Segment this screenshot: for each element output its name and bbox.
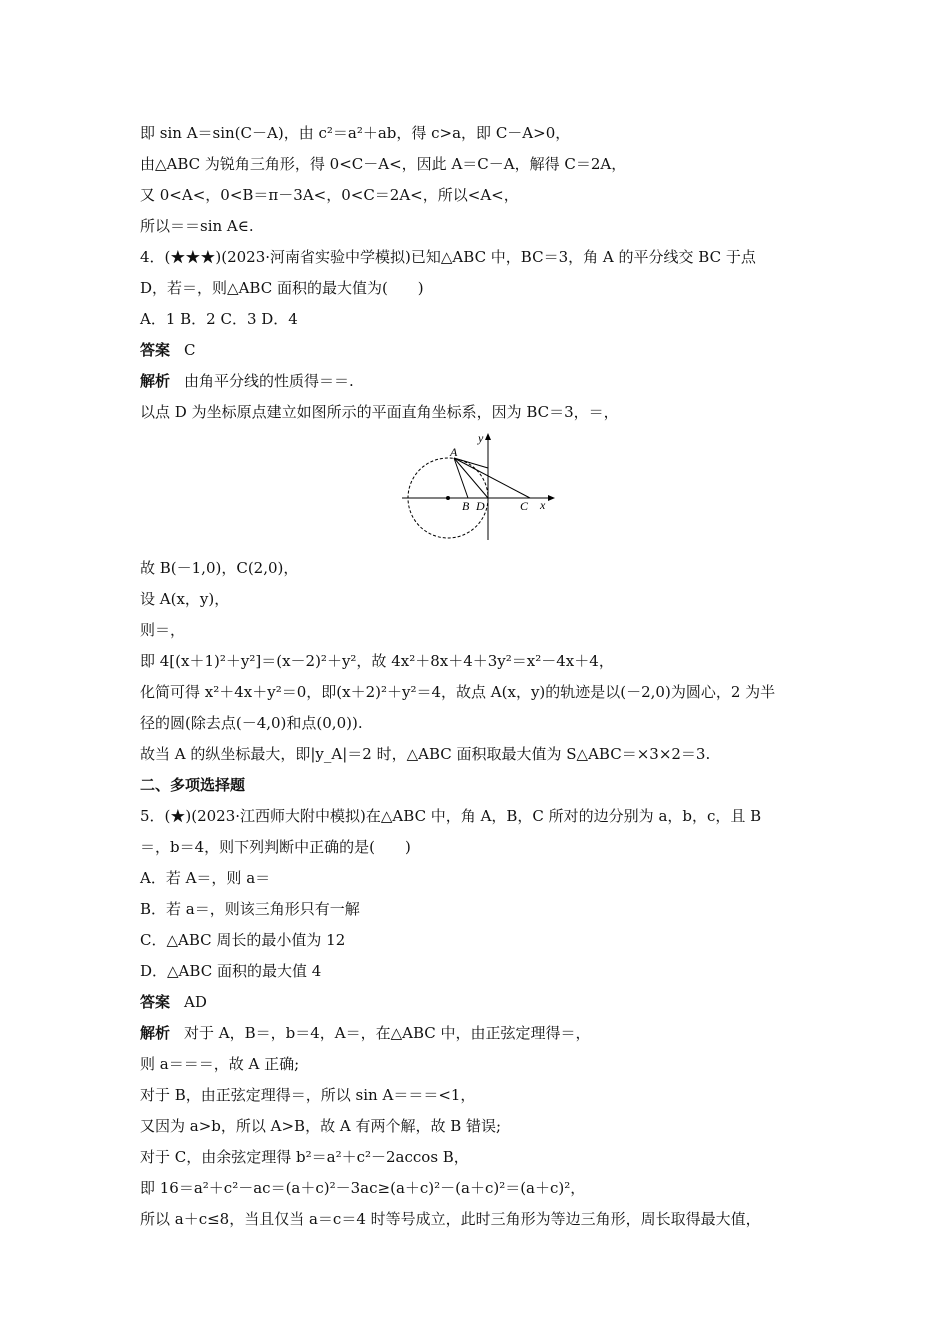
label-y: y: [478, 431, 484, 445]
option-a: A．若 A＝，则 a＝: [140, 869, 271, 887]
text-line: 对于 B，由正弦定理得＝，所以 sin A＝＝＝<1，: [140, 1086, 476, 1104]
answer-value: C: [184, 341, 196, 359]
document-body: [140, 118, 820, 1235]
text-line: 所以＝＝sin A∈.: [140, 217, 254, 235]
question-4-options: A．1 B．2 C．3 D．4: [140, 310, 298, 328]
question-4-answer: [140, 335, 820, 366]
text-line: 即 16＝a²＋c²－ac＝(a＋c)²－3ac≥(a＋c)²－(a＋c)²＝(a＋c)²，: [140, 1179, 586, 1197]
label-d: D: [476, 499, 485, 513]
coordinate-figure: [398, 430, 558, 542]
analysis-text: 对于 A，B＝，b＝4，A＝，在△ABC 中，由正弦定理得＝，: [184, 1024, 591, 1042]
text-line: 又因为 a>b，所以 A>B，故 A 有两个解，故 B 错误;: [140, 1117, 502, 1135]
answer-value: AD: [184, 993, 207, 1011]
text-line: 又 0<A<，0<B＝π－3A<，0<C＝2A<，所以<A<，: [140, 186, 519, 204]
text-line: 化简可得 x²＋4x＋y²＝0，即(x＋2)²＋y²＝4，故点 A(x，y)的轨迹是以(－2,0)为圆心，2 为半: [140, 683, 776, 701]
text-line: 对于 C，由余弦定理得 b²＝a²＋c²－2accos B，: [140, 1148, 469, 1166]
text-line: 即 sin A＝sin(C－A)，由 c²＝a²＋ab，得 c>a，即 C－A>0，: [140, 124, 571, 142]
label-a: A: [450, 445, 458, 459]
text-line: 径的圆(除去点(－4,0)和点(0,0)).: [140, 714, 363, 732]
question-4-stem: 4．(★★★)(2023·河南省实验中学模拟)已知△ABC 中，BC＝3，角 A 的平分线交 BC 于点: [140, 248, 756, 266]
question-5-stem-cont: ＝，b＝4，则下列判断中正确的是( ): [140, 838, 411, 856]
analysis-label: 解析: [140, 372, 171, 390]
text-line: 故 B(－1,0)，C(2,0)，: [140, 559, 299, 577]
analysis-label: 解析: [140, 1024, 171, 1042]
option-c: C．△ABC 周长的最小值为 12: [140, 931, 346, 949]
question-4-stem-cont: D，若＝，则△ABC 面积的最大值为( ): [140, 279, 424, 297]
circle-center: [446, 496, 450, 500]
text-line: 以点 D 为坐标原点建立如图所示的平面直角坐标系，因为 BC＝3，＝，: [140, 403, 619, 421]
figure-svg: [398, 430, 558, 542]
analysis-text: 由角平分线的性质得＝＝.: [184, 372, 354, 390]
option-b: B．若 a＝，则该三角形只有一解: [140, 900, 360, 918]
section-title: 二、多项选择题: [140, 776, 246, 794]
question-5-stem: 5．(★)(2023·江西师大附中模拟)在△ABC 中，角 A，B，C 所对的边分别为 a，b，c，且 B: [140, 807, 762, 825]
text-line: 则 a＝＝＝，故 A 正确;: [140, 1055, 300, 1073]
text-line: 则＝，: [140, 621, 186, 639]
question-4-analysis: [140, 366, 820, 397]
label-c: C: [520, 499, 529, 513]
option-d: D．△ABC 面积的最大值 4: [140, 962, 322, 980]
question-5-answer: [140, 987, 820, 1018]
question-5-analysis: [140, 1018, 820, 1049]
y-axis-arrow: [485, 433, 491, 440]
x-axis-arrow: [548, 495, 555, 501]
text-line: 设 A(x，y)，: [140, 590, 230, 608]
text-line: 即 4[(x＋1)²＋y²]＝(x－2)²＋y²，故 4x²＋8x＋4＋3y²＝x²－4x＋4，: [140, 652, 614, 670]
answer-label: 答案: [140, 993, 171, 1011]
answer-label: 答案: [140, 341, 171, 359]
label-x: x: [540, 498, 546, 512]
text-line: 故当 A 的纵坐标最大，即|y_A|＝2 时，△ABC 面积取最大值为 S△ABC＝×3×2＝3.: [140, 745, 711, 763]
text-line: 由△ABC 为锐角三角形，得 0<C－A<，因此 A＝C－A，解得 C＝2A，: [140, 155, 627, 173]
text-line: 所以 a＋c≤8，当且仅当 a＝c＝4 时等号成立，此时三角形为等边三角形，周长取得最大值，: [140, 1210, 761, 1228]
label-b: B: [462, 499, 470, 513]
